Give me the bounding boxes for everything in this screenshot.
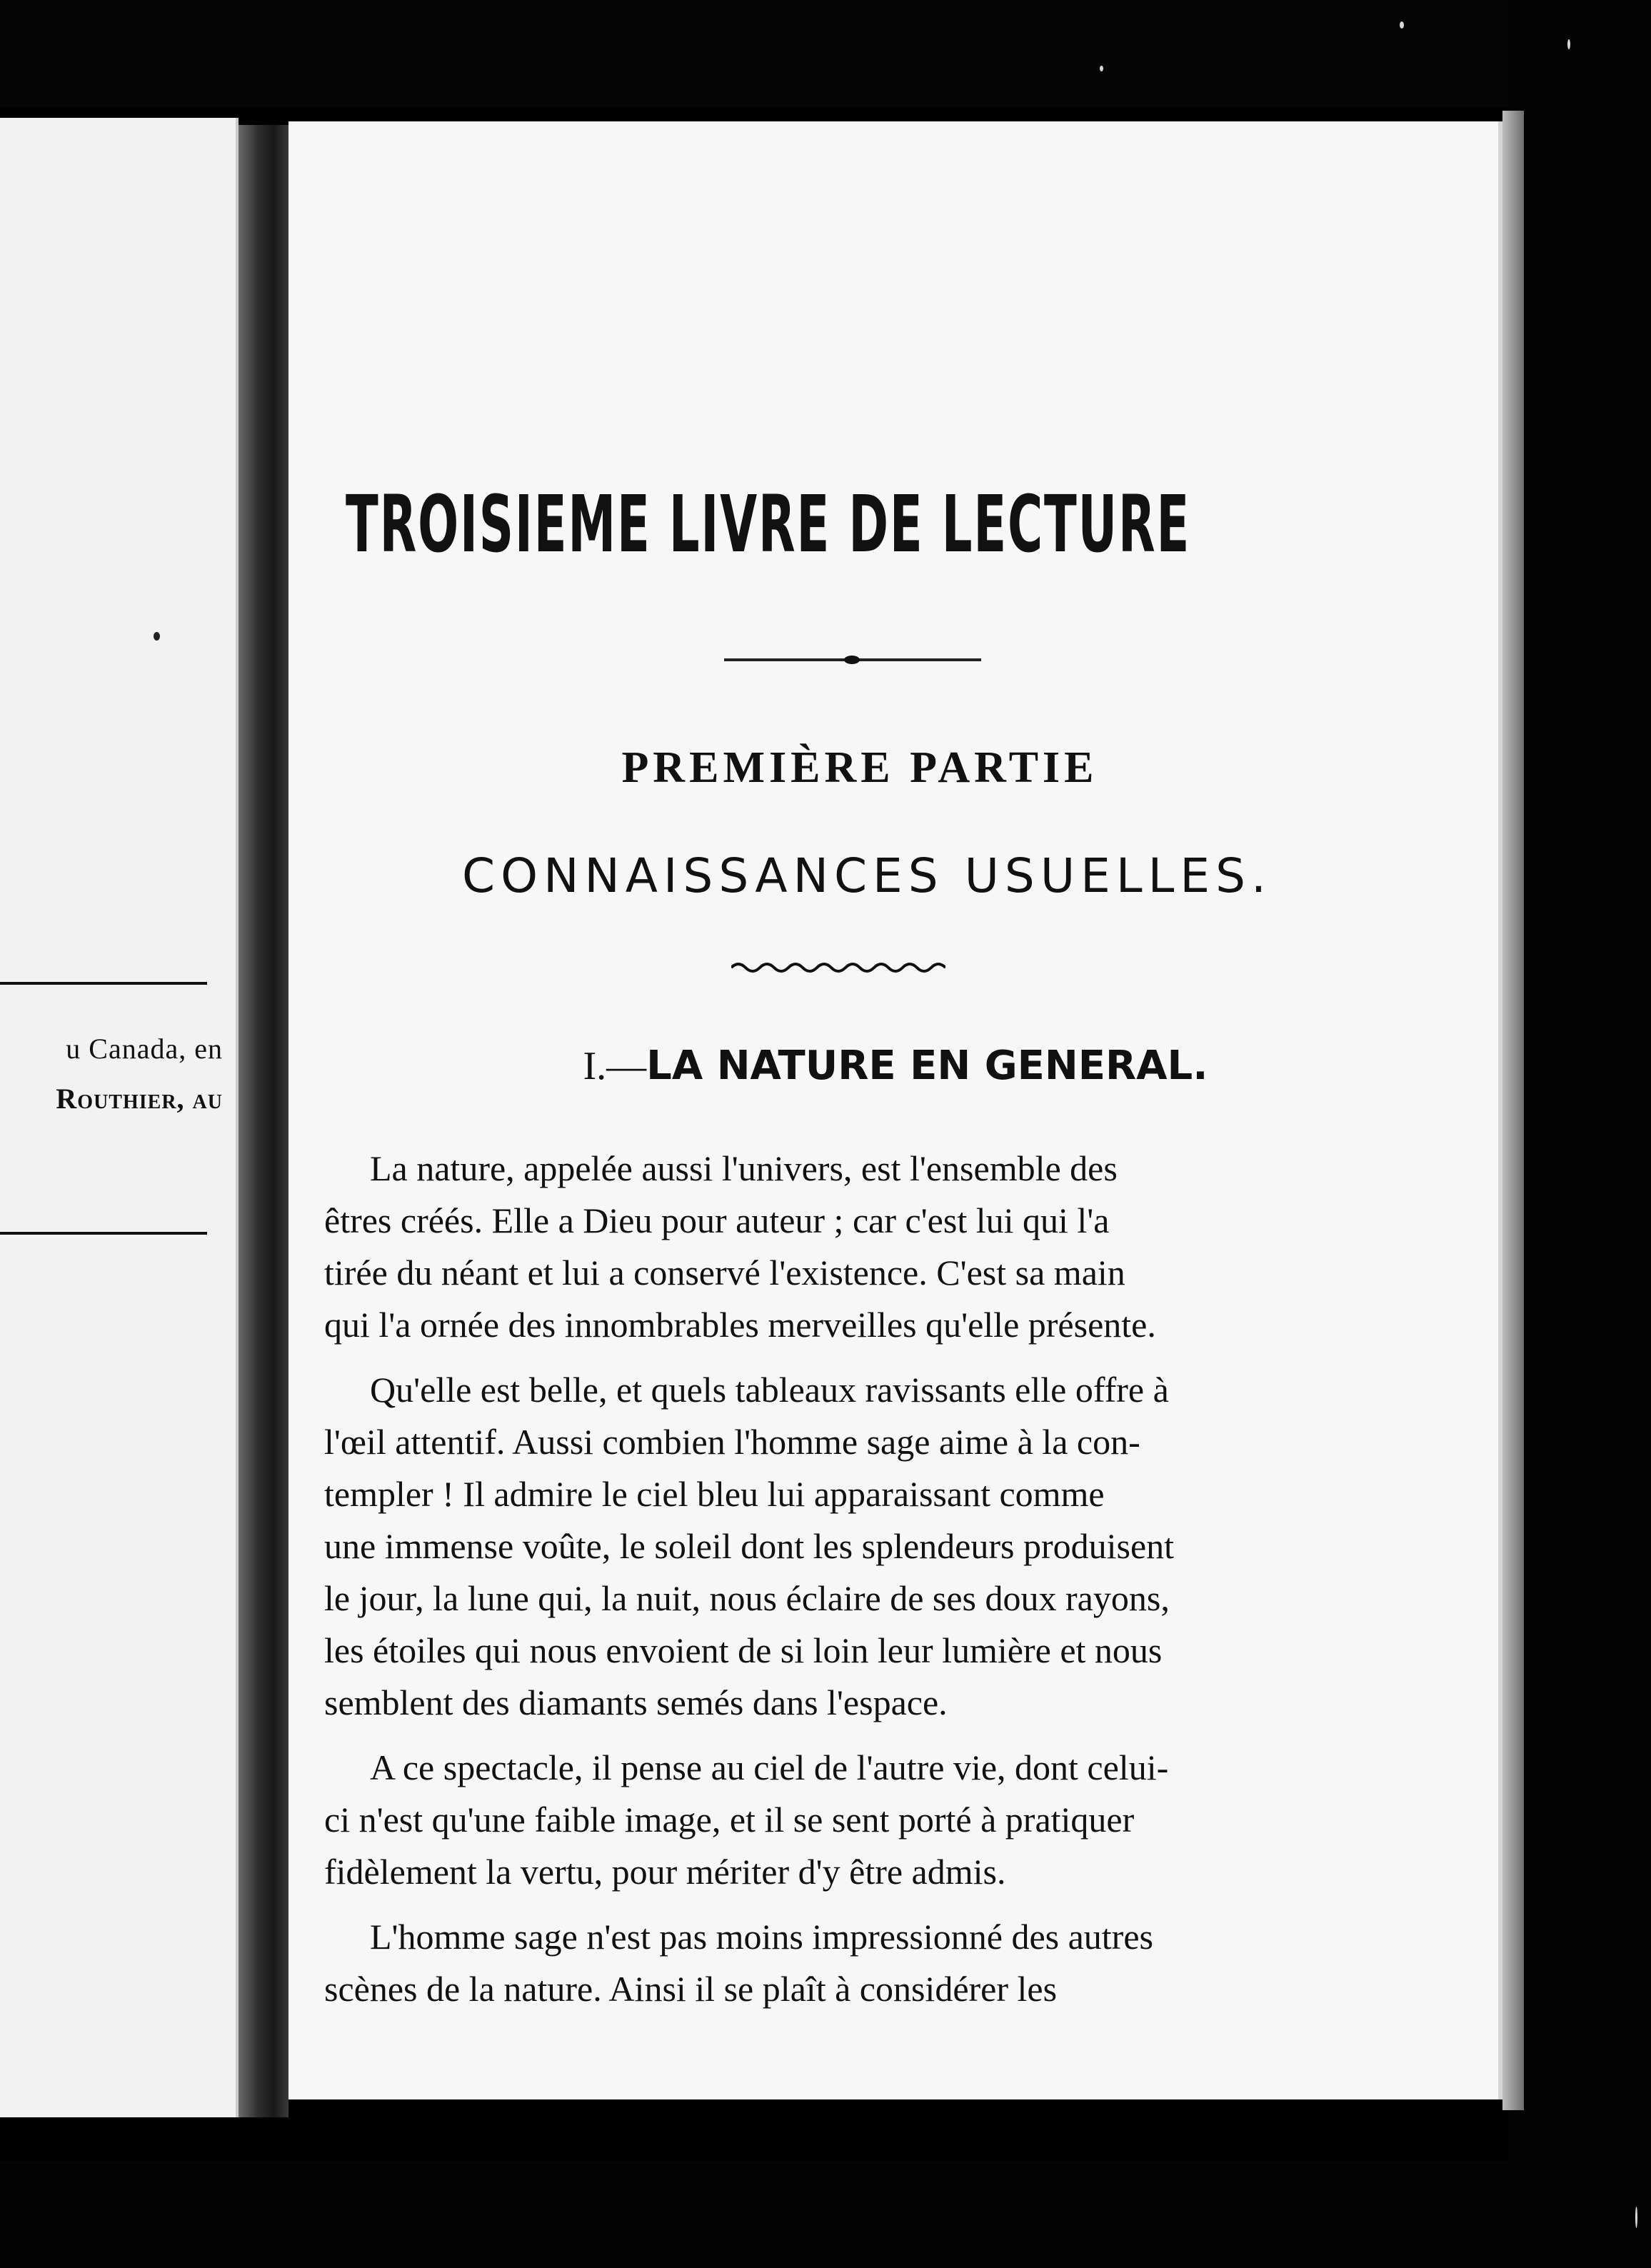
book-title-text: TROISIEME LIVRE DE LECTURE bbox=[346, 478, 1191, 570]
body-text bbox=[324, 1143, 1367, 2028]
dust-speck bbox=[1100, 66, 1103, 71]
text-line: A ce spectacle, il pense au ciel de l'autre vie, dont celui- bbox=[370, 1747, 1169, 1787]
chapter-number: I.— bbox=[583, 1044, 647, 1088]
scan-frame-top bbox=[0, 0, 1651, 107]
left-text-1: u Canada, en bbox=[66, 1033, 223, 1065]
book-title bbox=[346, 478, 1617, 570]
left-text-tail: au bbox=[184, 1083, 223, 1115]
ink-dot bbox=[154, 632, 160, 641]
text-line: scènes de la nature. Ainsi il se plaît à considérer les bbox=[324, 1969, 1058, 2009]
paragraph bbox=[324, 1911, 1367, 2015]
part-title: PREMIÈRE PARTIE bbox=[621, 743, 1098, 792]
left-rule-top bbox=[0, 982, 207, 985]
text-line: semblent des diamants semés dans l'espace. bbox=[324, 1682, 948, 1722]
scan-frame-bottom bbox=[0, 2161, 1651, 2268]
text-line: La nature, appelée aussi l'univers, est l'ensemble des bbox=[370, 1148, 1118, 1188]
paragraph bbox=[324, 1143, 1367, 1351]
left-rule-bottom bbox=[0, 1232, 207, 1235]
text-line: qui l'a ornée des innombrables merveilles qu'elle présente. bbox=[324, 1305, 1156, 1345]
paragraph bbox=[324, 1364, 1367, 1729]
dust-speck bbox=[1635, 2207, 1637, 2228]
text-line: l'œil attentif. Aussi combien l'homme sage aime à la con- bbox=[324, 1422, 1140, 1462]
wavy-ornament bbox=[731, 957, 945, 978]
text-line: Qu'elle est belle, et quels tableaux ravissants elle offre à bbox=[370, 1370, 1169, 1410]
part-subtitle: CONNAISSANCES USUELLES. bbox=[462, 848, 1272, 903]
text-line: les étoiles qui nous envoient de si loin leur lumière et nous bbox=[324, 1630, 1163, 1670]
text-line: êtres créés. Elle a Dieu pour auteur ; car c'est lui qui l'a bbox=[324, 1200, 1110, 1240]
chapter-heading bbox=[288, 1043, 1502, 1089]
text-line: tirée du néant et lui a conservé l'existence. C'est sa main bbox=[324, 1253, 1125, 1293]
text-line: L'homme sage n'est pas moins impressionné des autres bbox=[370, 1917, 1153, 1957]
text-line: une immense voûte, le soleil dont les splendeurs produisent bbox=[324, 1526, 1175, 1566]
title-rule-ornament bbox=[844, 656, 860, 664]
page-edge-shadow bbox=[1502, 111, 1524, 2110]
text-line: fidèlement la vertu, pour mériter d'y être admis. bbox=[324, 1852, 1006, 1892]
left-text-line-1 bbox=[66, 1032, 223, 1065]
text-line: templer ! Il admire le ciel bleu lui apparaissant comme bbox=[324, 1474, 1105, 1514]
paragraph bbox=[324, 1742, 1367, 1898]
book-gutter bbox=[239, 125, 288, 2117]
dust-speck bbox=[1567, 39, 1570, 49]
left-text-name: Routhier, bbox=[56, 1083, 185, 1115]
chapter-title: LA NATURE EN GENERAL. bbox=[646, 1043, 1208, 1089]
left-text-line-2 bbox=[56, 1082, 223, 1115]
text-line: le jour, la lune qui, la nuit, nous éclaire de ses doux rayons, bbox=[324, 1578, 1170, 1618]
left-facing-page bbox=[0, 118, 239, 2117]
book-page bbox=[288, 121, 1502, 2099]
text-line: ci n'est qu'une faible image, et il se sent porté à pratiquer bbox=[324, 1800, 1135, 1840]
scan-frame-right bbox=[1508, 0, 1651, 2268]
dust-speck bbox=[1400, 21, 1404, 29]
